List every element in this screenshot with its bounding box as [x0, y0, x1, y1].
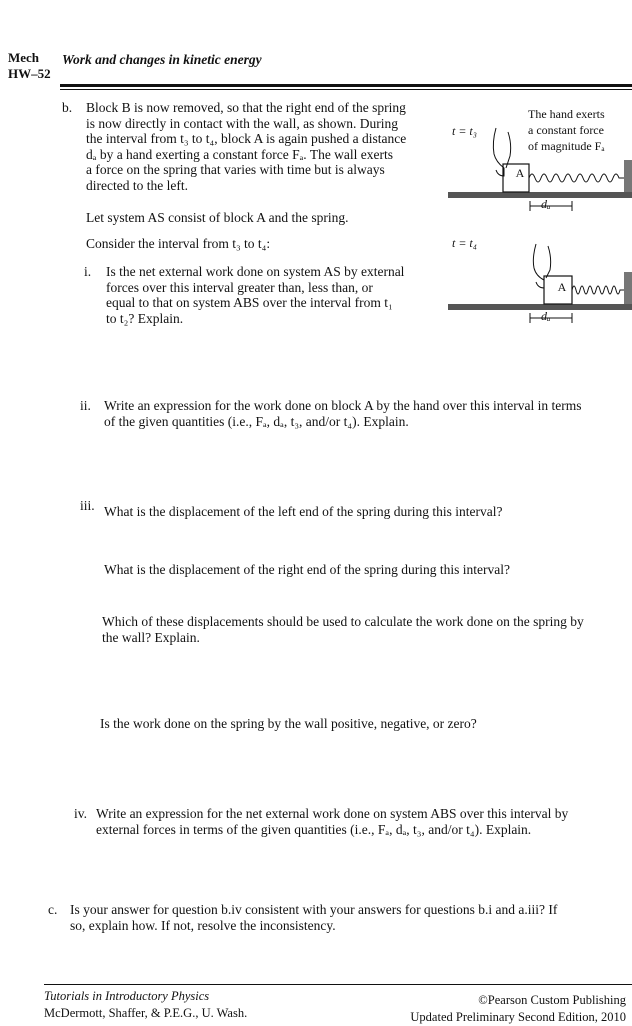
question-iii-work-sign: Is the work done on the spring by the wall positive, negative, or zero? [100, 716, 477, 731]
wall-top [624, 160, 632, 192]
floor-bottom [448, 304, 632, 310]
section-code [8, 50, 51, 82]
intro-line: Block B is now removed, so that the right end of the spring [86, 100, 406, 115]
distance-label-bottom: dₐ [541, 309, 551, 323]
spring-top [529, 174, 624, 182]
part-c-line: so, explain how. If not, resolve the inconsistency. [70, 917, 336, 933]
question-i-line: forces over this interval greater than, less than, or [106, 279, 373, 295]
question-iii-which-line: the wall? Explain. [102, 629, 200, 645]
question-iv-text [96, 806, 626, 837]
hand-bottom-arm [546, 246, 551, 278]
time-label-t3: t = t₃ [452, 124, 477, 138]
intro-line: dₐ by a hand exerting a constant force Fₐ. The wall exerts [86, 146, 394, 162]
section-code-line2: HW–52 [8, 66, 51, 81]
question-i-line: Is the net external work done on system AS by external [106, 264, 405, 279]
question-ii-text [104, 398, 632, 429]
footer-publisher: ©Pearson Custom Publishing [478, 993, 626, 1007]
distance-label-top: dₐ [541, 197, 551, 211]
wall-bottom [624, 272, 632, 304]
footer-edition: Updated Preliminary Second Edition, 2010 [410, 1010, 626, 1024]
hand-bottom [533, 244, 544, 288]
part-c-label: c. [48, 902, 58, 917]
caption-line: of magnitude Fₐ [528, 139, 605, 153]
part-b-intro [86, 100, 446, 193]
footer-book-title: Tutorials in Introductory Physics [44, 989, 210, 1003]
header-rule-thin [60, 89, 632, 90]
spring-bottom [572, 286, 624, 294]
hand-top-arm [506, 132, 511, 168]
question-ii-label: ii. [80, 398, 91, 413]
part-b-label: b. [62, 100, 73, 115]
footer-authors: McDermott, Shaffer, & P.E.G., U. Wash. [44, 1006, 248, 1020]
footer-left [44, 988, 247, 1022]
part-c-text [70, 902, 630, 933]
figure-top-scenario [448, 128, 632, 211]
block-label-top: A [515, 166, 525, 180]
question-i-label: i. [84, 264, 92, 279]
caption-line: The hand exerts [528, 107, 605, 121]
header-rule-thick [60, 84, 632, 87]
question-iv-label: iv. [74, 806, 87, 821]
question-iii-label: iii. [80, 498, 95, 513]
question-iii-which-displacement [102, 614, 632, 645]
footer-rule [44, 984, 632, 985]
consider-interval: Consider the interval from t₃ to t₄: [86, 236, 271, 251]
section-code-line1: Mech [8, 50, 40, 65]
question-iii-which-line: Which of these displacements should be used to calculate the work done on the spring by [102, 614, 584, 629]
block-label-bottom: A [557, 280, 567, 294]
question-i-text [106, 264, 446, 326]
question-iii-left-displacement: What is the displacement of the left end of the spring during this interval? [104, 504, 503, 519]
page-title: Work and changes in kinetic energy [62, 52, 262, 67]
part-c-line: Is your answer for question b.iv consistent with your answers for questions b.i and a.iii? If [70, 902, 558, 917]
spring-block-figure [448, 126, 632, 326]
question-iii-right-displacement: What is the displacement of the right end of the spring during this interval? [104, 562, 511, 577]
footer-right [410, 992, 626, 1026]
intro-line: a force on the spring that varies with time but is always [86, 162, 385, 177]
caption-line: a constant force [528, 123, 604, 137]
question-iv-line: Write an expression for the net external work done on system ABS over this interval by [96, 806, 569, 821]
system-definition: Let system AS consist of block A and the spring. [86, 210, 349, 225]
question-iv-line: external forces in terms of the given quantities (i.e., Fₐ, dₐ, t₃, and/or t₄). Explain. [96, 821, 532, 837]
question-ii-line: Write an expression for the work done on block A by the hand over this interval in terms [104, 398, 582, 413]
question-ii-line: of the given quantities (i.e., Fₐ, dₐ, t₃, and/or t₄). Explain. [104, 413, 409, 429]
time-label-t4: t = t₄ [452, 236, 477, 250]
intro-line: is now directly in contact with the wall, as shown. During [86, 115, 398, 131]
floor-top [448, 192, 632, 198]
hand-top [493, 128, 504, 176]
question-i-line: equal to that on system ABS over the interval from t₁ [106, 295, 393, 310]
intro-line: directed to the left. [86, 177, 188, 193]
figure-bottom-scenario [448, 244, 632, 323]
question-i-line: to t₂? Explain. [106, 310, 184, 326]
intro-line: the interval from t₃ to t₄, block A is again pushed a distance [86, 131, 407, 146]
